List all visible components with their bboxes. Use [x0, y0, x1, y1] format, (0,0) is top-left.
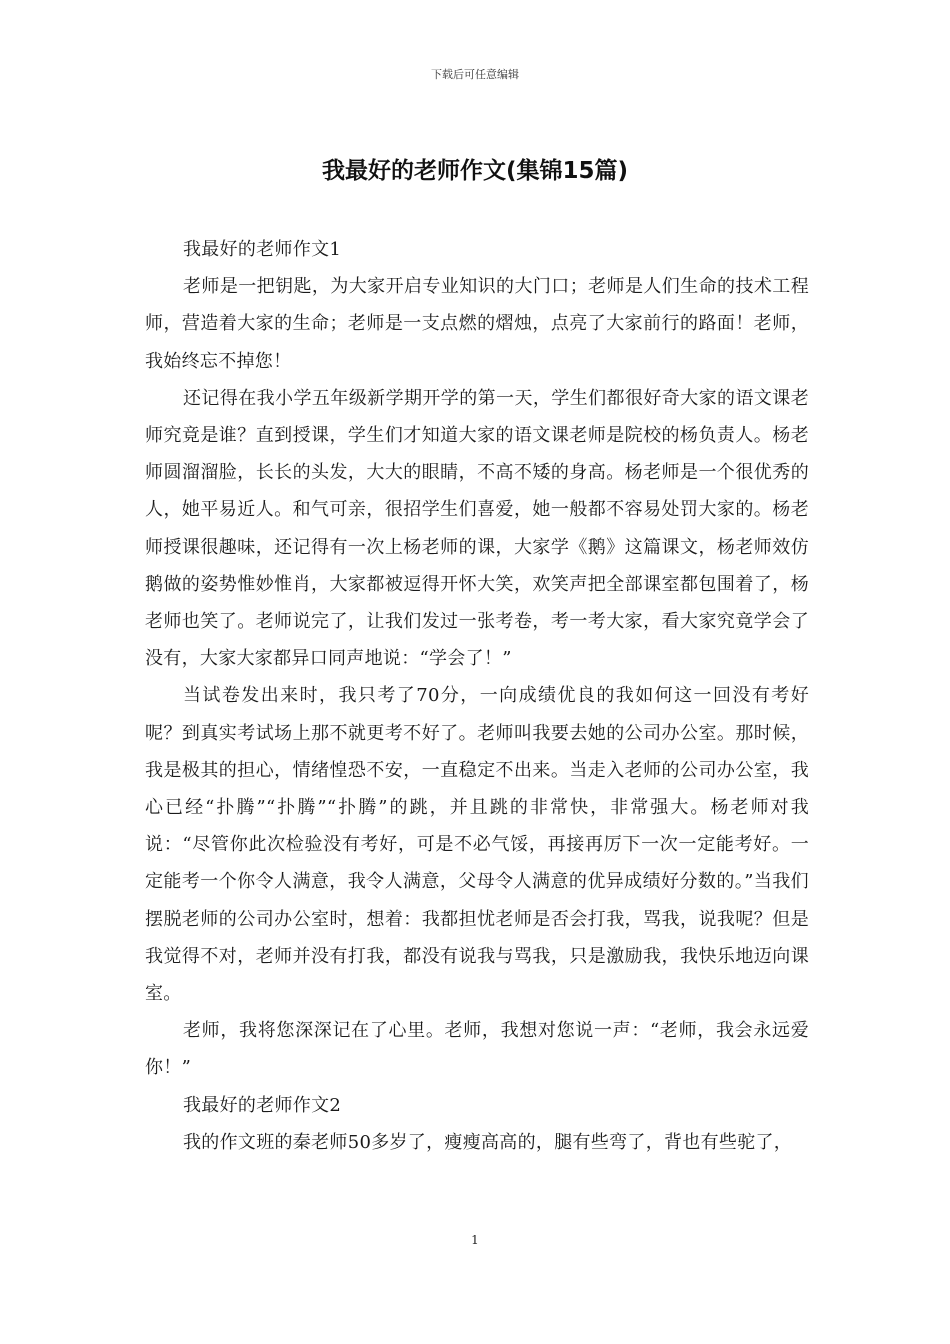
document-title: 我最好的老师作文(集锦15篇): [321, 158, 629, 184]
section-heading: 我最好的老师作文2: [183, 1094, 342, 1116]
header-note: 下载后可任意编辑: [431, 68, 519, 81]
page-number: 1: [471, 1233, 479, 1247]
paragraph: 还记得在我小学五年级新学期开学的第一天，学生们都很好奇大家的语文课老师究竟是谁？直到授课，学生们才知道大家的语文课老师是院校的杨负责人。杨老师圆溜溜脸，长长的头发，大大的眼睛，不高不矮的身高。杨老师是一个很优秀的人，她平易近人。和气可亲，很招学生们喜爱，她一般都不容易处罚大家的。杨老师授课很趣味，还记得有一次上杨老师的课，大家学《鹅》这篇课文，杨老师效仿鹅做的姿势惟妙惟肖，大家都被逗得开怀大笑，欢笑声把全部课室都包围着了，杨老师也笑了。老师说完了，让我们发过一张考卷，考一考大家，看大家究竟学会了没有，大家大家都异口同声地说：“学会了！”: [145, 387, 809, 670]
paragraph: 老师，我将您深深记在了心里。老师，我想对您说一声：“老师，我会永远爱你！”: [145, 1020, 809, 1079]
paragraph: 当试卷发出来时，我只考了70分，一向成绩优良的我如何这一回没有考好呢？到真实考试场上那不就更考不好了。老师叫我要去她的公司办公室。那时候，我是极其的担心，情绪惶恐不安，一直稳定不出来。当走入老师的公司办公室，我心已经“扑腾”“扑腾”“扑腾”的跳，并且跳的非常快，非常强大。杨老师对我说：“尽管你此次检验没有考好，可是不必气馁，再接再厉下一次一定能考好。一定能考一个你令人满意，我令人满意，父母令人满意的优异成绩好分数的。”当我们摆脱老师的公司办公室时，想着：我都担忧老师是否会打我，骂我，说我呢？但是我觉得不对，老师并没有打我，都没有说我与骂我，只是激励我，我快乐地迈向课室。: [145, 685, 809, 1005]
section-heading: 我最好的老师作文1: [183, 239, 342, 260]
paragraph: 我的作文班的秦老师50多岁了，瘦瘦高高的，腿有些弯了，背也有些驼了，: [183, 1131, 793, 1153]
document-body: [145, 231, 809, 1161]
paragraph: 老师是一把钥匙，为大家开启专业知识的大门口；老师是人们生命的技术工程师，营造着大家的生命；老师是一支点燃的熠烛，点亮了大家前行的路面！老师，我始终忘不掉您！: [145, 276, 809, 372]
